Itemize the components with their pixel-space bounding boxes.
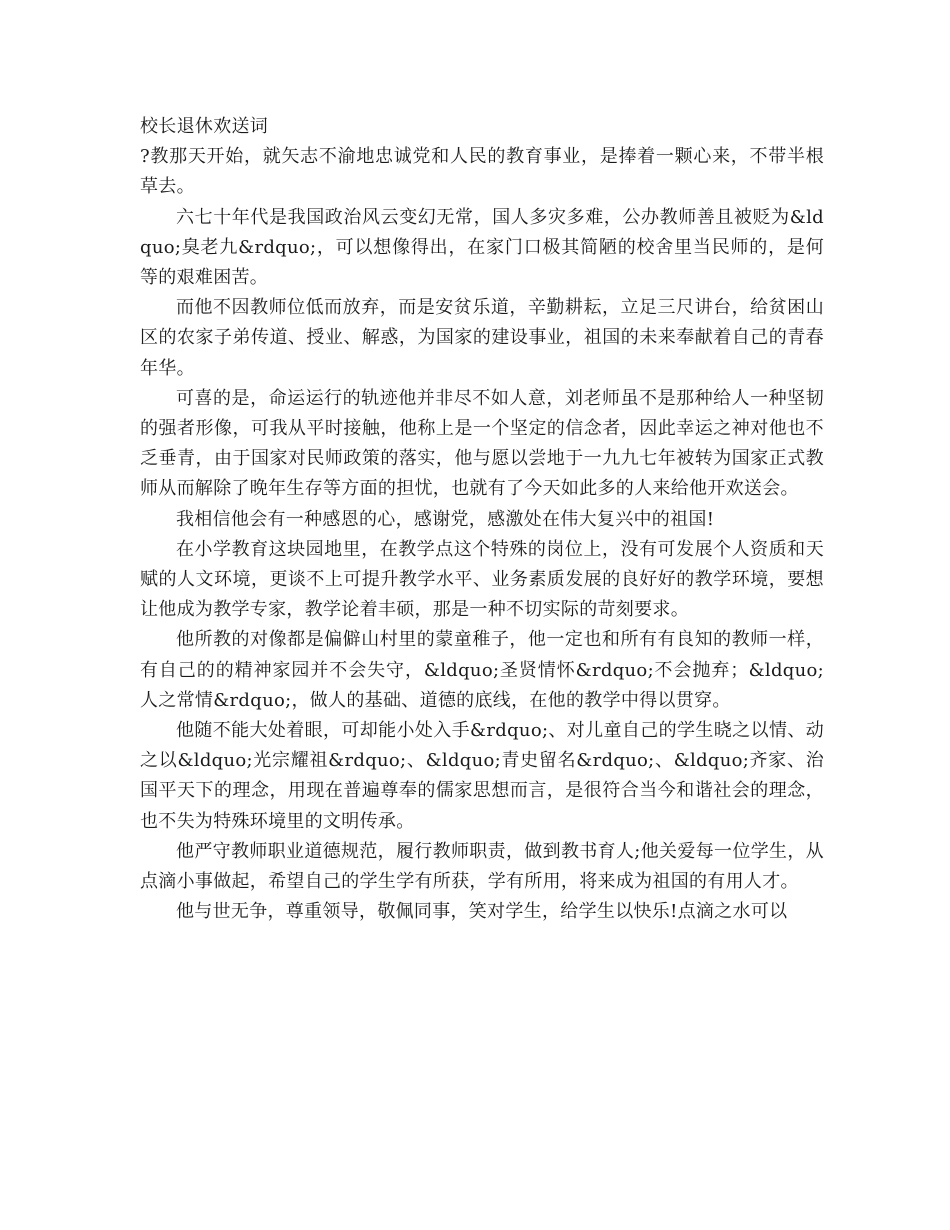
paragraph: 他与世无争，尊重领导，敬佩同事，笑对学生，给学生以快乐!点滴之水可以	[176, 901, 788, 923]
paragraph: 可喜的是，命运运行的轨迹他并非尽不如人意，刘老师虽不是那种给人一种坚韧的强者形像，可我从平时接触，他称上是一个坚定的信念者，因此幸运之神对他也不乏垂青，由于国家对民师政策的落实，他与愿以尝地于一九九七年被转为国家正式教师从而解除了晚年生存等方面的担忧，也就有了今天如此多的人来给他开欢送会。	[140, 387, 824, 500]
paragraph: 在小学教育这块园地里，在教学点这个特殊的岗位上，没有可发展个人资质和天赋的人文环境，更谈不上可提升教学水平、业务素质发展的良好好的教学环境，要想让他成为教学专家，教学论着丰硕，那是一种不切实际的苛刻要求。	[140, 538, 824, 621]
paragraph: 我相信他会有一种感恩的心，感谢党，感激处在伟大复兴中的祖国!	[176, 508, 715, 530]
document-body	[140, 112, 824, 927]
paragraph: 他严守教师职业道德规范，履行教师职责，做到教书育人;他关爱每一位学生，从点滴小事做起，希望自己的学生学有所获，学有所用，将来成为祖国的有用人才。	[140, 840, 824, 893]
paragraph: ?教那天开始，就矢志不渝地忠诚党和人民的教育事业，是捧着一颗心来，不带半根草去。	[140, 146, 824, 198]
paragraph: 而他不因教师位低而放弃，而是安贫乐道，辛勤耕耘，立足三尺讲台，给贫困山区的农家子弟传道、授业、解惑，为国家的建设事业，祖国的未来奉献着自己的青春年华。	[140, 297, 824, 379]
paragraph: 他所教的对像都是偏僻山村里的蒙童稚子，他一定也和所有有良知的教师一样，有自己的的精神家园并不会失守，&ldquo;圣贤情怀&rdquo;不会抛弃；&ldquo;人之常情&rdquo;，做人的基础、道德的底线，在他的教学中得以贯穿。	[140, 629, 824, 711]
paragraph: 他随不能大处着眼，可却能小处入手&rdquo;、对儿童自己的学生晓之以情、动之以&ldquo;光宗耀祖&rdquo;、&ldquo;青史留名&rdquo;、&ldquo;齐家、治国平天下的理念，用现在普遍尊奉的儒家思想而言，是很符合当今和谐社会的理念，也不失为特殊环境里的文明传承。	[140, 720, 824, 832]
document-title: 校长退休欢送词	[140, 116, 269, 137]
paragraph: 六七十年代是我国政治风云变幻无常，国人多灾多难，公办教师善且被贬为&ldquo;臭老九&rdquo;，可以想像得出，在家门口极其简陋的校舍里当民师的，是何等的艰难困苦。	[140, 206, 824, 289]
